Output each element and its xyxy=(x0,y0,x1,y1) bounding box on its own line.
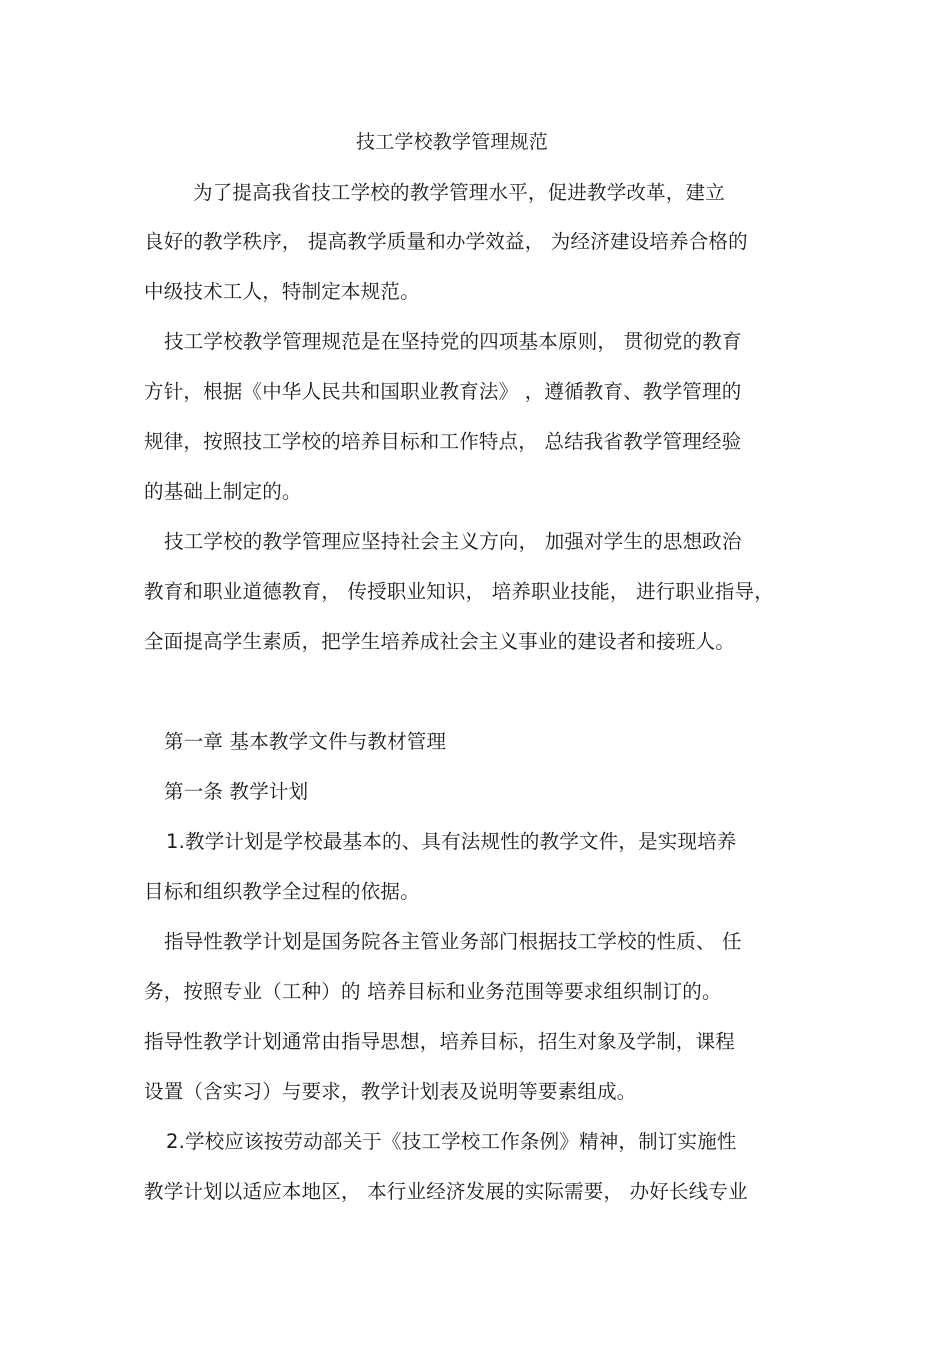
paragraph-line: 技工学校的教学管理应坚持社会主义方向， 加强对学生的思想政治 xyxy=(164,530,742,553)
paragraph-line: 方针，根据《中华人民共和国职业教育法》 ，遵循教育、教学管理的 xyxy=(144,380,742,403)
chapter-heading: 第一章 基本教学文件与教材管理 xyxy=(164,730,447,753)
article-heading: 第一条 教学计划 xyxy=(164,780,309,803)
page-title: 技工学校教学管理规范 xyxy=(356,131,549,153)
paragraph-line: 良好的教学秩序， 提高教学质量和办学效益， 为经济建设培养合格的 xyxy=(144,230,748,253)
paragraph-line: 1.教学计划是学校最基本的、具有法规性的教学文件，是实现培养 xyxy=(166,830,737,853)
paragraph-line: 指导性教学计划通常由指导思想，培养目标，招生对象及学制，课程 xyxy=(144,1030,736,1053)
paragraph-line: 2.学校应该按劳动部关于《技工学校工作条例》精神，制订实施性 xyxy=(166,1130,737,1153)
paragraph-line: 为了提高我省技工学校的教学管理水平，促进教学改革，建立 xyxy=(193,181,725,204)
paragraph-line: 目标和组织教学全过程的依据。 xyxy=(144,880,420,903)
paragraph-line: 全面提高学生素质，把学生培养成社会主义事业的建设者和接班人。 xyxy=(144,630,736,653)
paragraph-line: 中级技术工人，特制定本规范。 xyxy=(144,280,420,303)
paragraph-line: 务，按照专业（工种）的 培养目标和业务范围等要求组织制订的。 xyxy=(144,980,722,1003)
paragraph-line: 指导性教学计划是国务院各主管业务部门根据技工学校的性质、 任 xyxy=(164,930,742,953)
paragraph-line: 教育和职业道德教育， 传授职业知识， 培养职业技能， 进行职业指导， xyxy=(144,580,774,603)
paragraph-line: 规律，按照技工学校的培养目标和工作特点， 总结我省教学管理经验 xyxy=(144,430,742,453)
paragraph-line: 教学计划以适应本地区， 本行业经济发展的实际需要， 办好长线专业 xyxy=(144,1180,748,1203)
paragraph-line: 的基础上制定的。 xyxy=(144,480,302,503)
paragraph-line: 技工学校教学管理规范是在坚持党的四项基本原则， 贯彻党的教育 xyxy=(164,330,742,353)
paragraph-line: 设置（含实习）与要求，教学计划表及说明等要素组成。 xyxy=(144,1080,637,1103)
